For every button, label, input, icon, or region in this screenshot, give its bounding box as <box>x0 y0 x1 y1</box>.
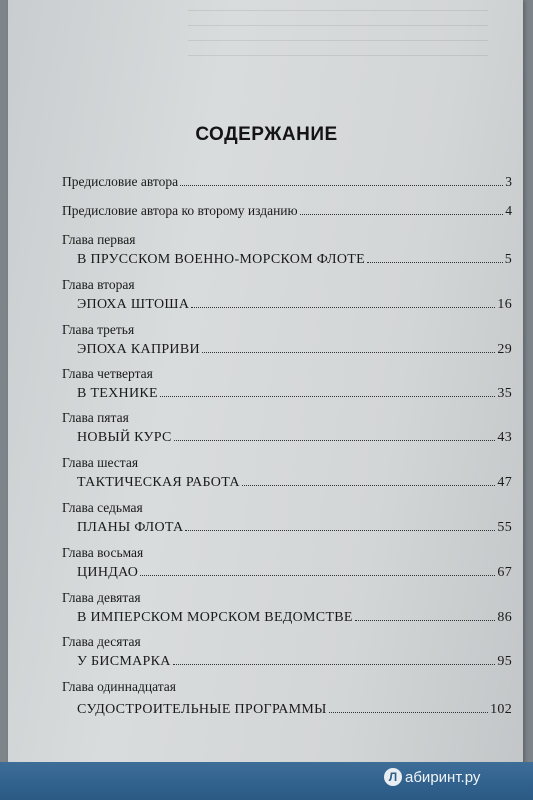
chapter-title: В ТЕХНИКЕ <box>77 386 158 401</box>
chapter-title: В ИМПЕРСКОМ МОРСКОМ ВЕДОМСТВЕ <box>77 610 353 625</box>
dot-leader <box>180 185 503 186</box>
chapter-entry <box>77 475 512 491</box>
dot-leader <box>329 712 488 713</box>
chapter-title: ЭПОХА КАПРИВИ <box>77 342 200 357</box>
dot-leader <box>160 396 496 397</box>
dot-leader <box>355 620 496 621</box>
toc-page-number: 86 <box>497 610 512 625</box>
dot-leader <box>185 530 495 531</box>
chapter-title: ЦИНДАО <box>77 565 139 580</box>
chapter-entry <box>77 610 512 626</box>
toc-page-number: 16 <box>497 297 512 312</box>
chapter-entry <box>77 520 512 536</box>
toc-page-number: 3 <box>505 174 512 189</box>
chapter-title: СУДОСТРОИТЕЛЬНЫЕ ПРОГРАММЫ <box>77 702 327 717</box>
chapter-entry <box>77 386 512 402</box>
chapter-label: Глава третья <box>62 322 135 337</box>
toc-entry-label: Предисловие автора ко второму изданию <box>62 203 298 218</box>
chapter-label: Глава седьмая <box>62 500 143 515</box>
chapter-title: НОВЫЙ КУРС <box>77 430 172 445</box>
dot-leader <box>242 485 496 486</box>
dot-leader <box>173 664 496 665</box>
chapter-entry <box>77 654 512 670</box>
toc-page-number: 43 <box>497 430 512 445</box>
watermark-text: абиринт.ру <box>405 768 481 786</box>
chapter-entry <box>77 342 512 358</box>
chapter-label: Глава первая <box>62 232 136 247</box>
dot-leader <box>202 352 495 353</box>
chapter-title: ПЛАНЫ ФЛОТА <box>77 520 184 535</box>
dot-leader <box>140 575 495 576</box>
page-title: СОДЕРЖАНИЕ <box>195 124 338 145</box>
chapter-title: ЭПОХА ШТОША <box>77 297 190 312</box>
toc-entry-preface-second-edition <box>62 203 512 219</box>
chapter-label: Глава четвертая <box>62 366 153 381</box>
chapter-entry <box>77 702 512 718</box>
toc-page-number: 67 <box>497 565 512 580</box>
chapter-label: Глава шестая <box>62 455 139 470</box>
chapter-label: Глава пятая <box>62 410 129 425</box>
toc-page-number: 95 <box>497 654 512 669</box>
chapter-entry <box>77 252 512 268</box>
watermark-logo <box>384 768 480 786</box>
chapter-title: ТАКТИЧЕСКАЯ РАБОТА <box>77 475 240 490</box>
toc-page-number: 47 <box>497 475 512 490</box>
chapter-label: Глава одиннадцатая <box>62 679 176 694</box>
dot-leader <box>174 440 496 441</box>
chapter-title: У БИСМАРКА <box>77 654 171 669</box>
chapter-label: Глава вторая <box>62 277 135 292</box>
toc-page-number: 5 <box>504 252 512 267</box>
chapter-label: Глава восьмая <box>62 545 144 560</box>
chapter-title: В ПРУССКОМ ВОЕННО-МОРСКОМ ФЛОТЕ <box>77 252 365 267</box>
labirint-logo-icon: Л <box>384 768 402 786</box>
toc-page-number: 29 <box>497 342 512 357</box>
toc-entry-preface <box>62 174 512 190</box>
chapter-entry <box>77 430 512 446</box>
chapter-entry <box>77 565 512 581</box>
toc-page-number: 35 <box>497 386 512 401</box>
dot-leader <box>300 214 504 215</box>
dot-leader <box>367 262 503 263</box>
chapter-label: Глава десятая <box>62 634 141 649</box>
toc-page-number: 55 <box>497 520 512 535</box>
toc-page-number: 4 <box>505 203 512 218</box>
toc-entry-label: Предисловие автора <box>62 174 179 189</box>
dot-leader <box>191 307 495 308</box>
chapter-entry <box>77 297 512 313</box>
chapter-label: Глава девятая <box>62 590 141 605</box>
toc-page-number: 102 <box>490 702 512 717</box>
